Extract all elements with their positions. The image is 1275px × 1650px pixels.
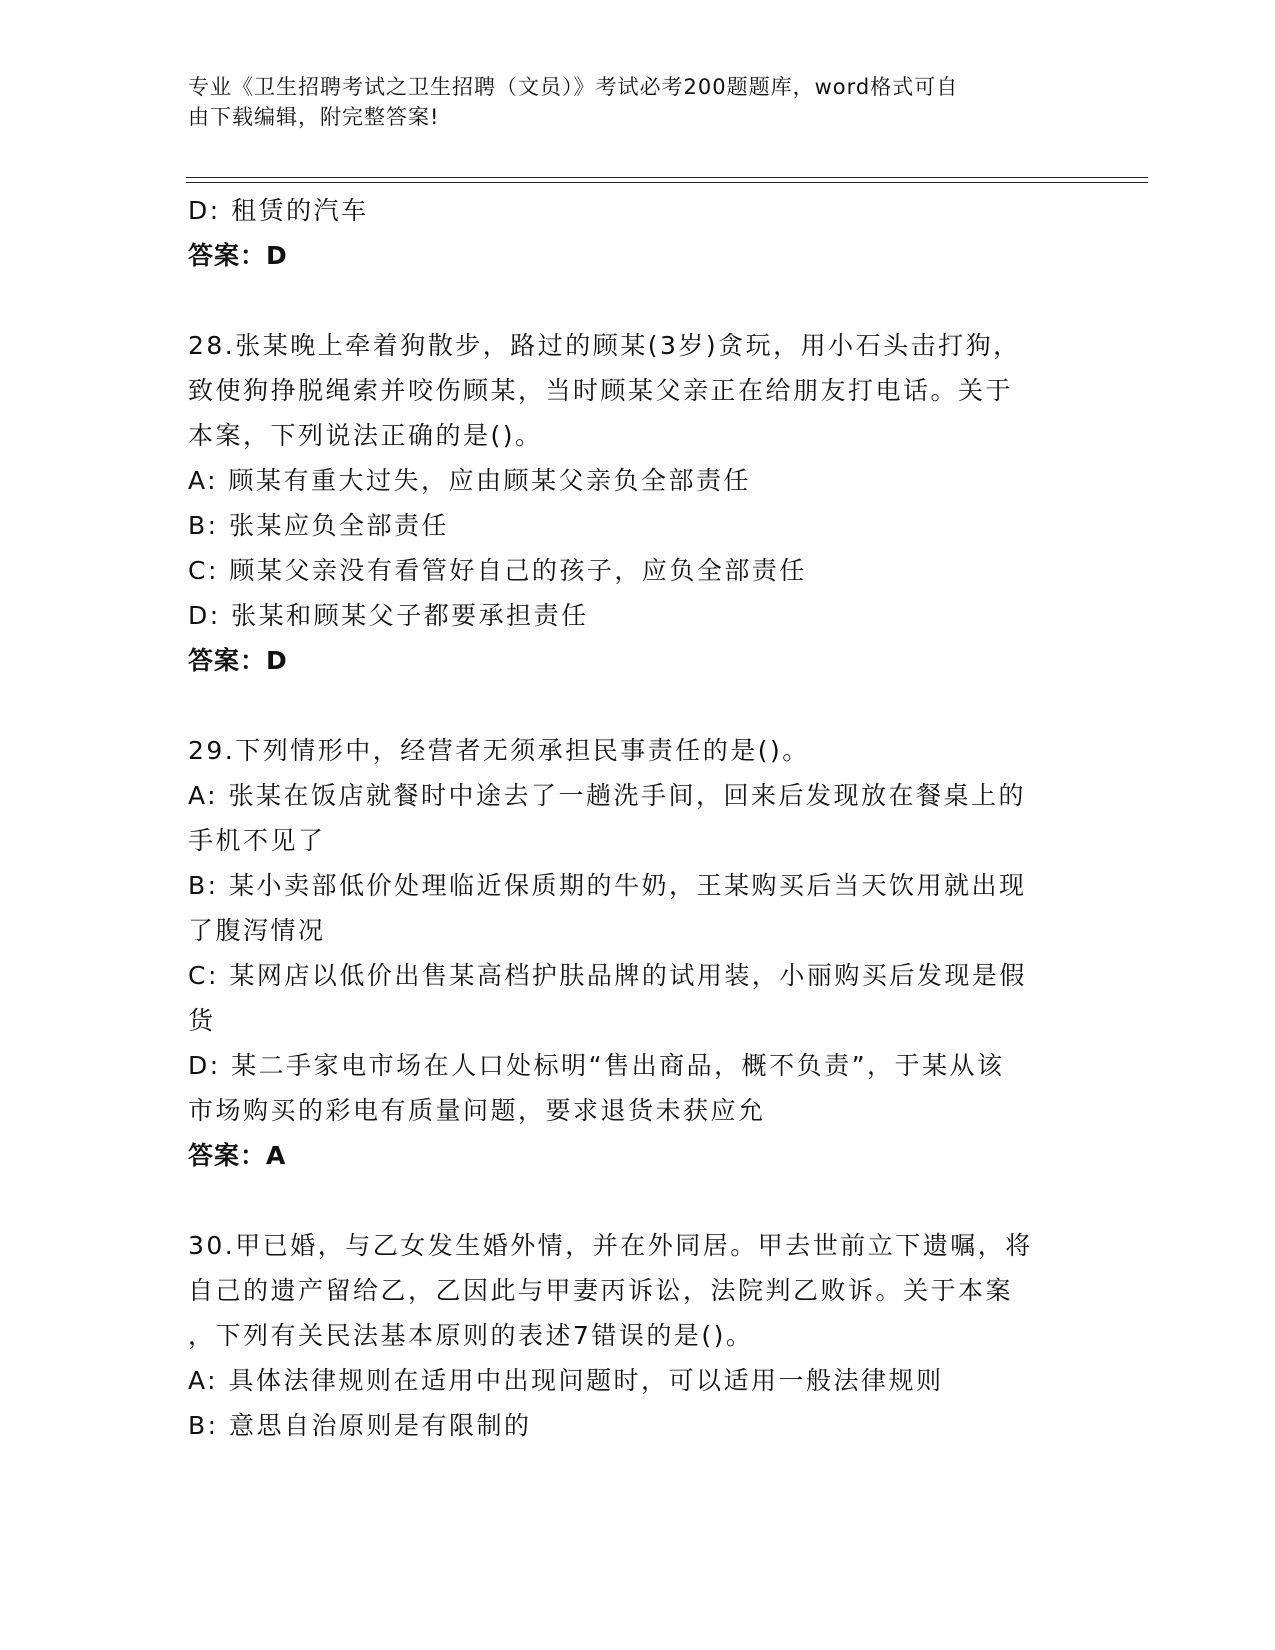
option-c: C: 顾某父亲没有看管好自己的孩子，应负全部责任 xyxy=(188,556,807,585)
option-c: C: 某网店以低价出售某高档护肤品牌的试用装，小丽购买后发现是假 xyxy=(188,961,1027,990)
option-a: A: 顾某有重大过失，应由顾某父亲负全部责任 xyxy=(188,466,752,495)
question-stem-line: 30.甲已婚，与乙女发生婚外情，并在外同居。甲去世前立下遗嘱，将 xyxy=(188,1231,1033,1260)
question-stem-line: ，下列有关民法基本原则的表述7错误的是()。 xyxy=(188,1321,754,1350)
header-divider-top xyxy=(186,177,1148,178)
option-b-continued: 了腹泻情况 xyxy=(188,916,326,945)
option-b: B: 某小卖部低价处理临近保质期的牛奶，王某购买后当天饮用就出现 xyxy=(188,871,1027,900)
answer: 答案：D xyxy=(188,646,288,675)
spacer xyxy=(188,684,1068,728)
header-line-1: 专业《卫生招聘考试之卫生招聘（文员）》考试必考200题题库，word格式可自 xyxy=(188,75,959,99)
question-stem-line: 自己的遗产留给乙，乙因此与甲妻丙诉讼，法院判乙败诉。关于本案 xyxy=(188,1276,1014,1305)
option-b: B: 张某应负全部责任 xyxy=(188,511,450,540)
option-c-continued: 货 xyxy=(188,1006,216,1035)
option-d: D: 租赁的汽车 xyxy=(188,196,369,225)
document-header xyxy=(188,72,1068,132)
option-a-continued: 手机不见了 xyxy=(188,826,326,855)
question-30 xyxy=(188,1223,1068,1448)
question-28 xyxy=(188,323,1068,684)
spacer xyxy=(188,1179,1068,1223)
header-divider-bottom xyxy=(186,182,1148,183)
question-stem-line: 本案，下列说法正确的是()。 xyxy=(188,421,543,450)
document-body xyxy=(188,188,1068,1448)
question-27-tail xyxy=(188,188,1068,279)
question-stem-line: 28.张某晚上牵着狗散步，路过的顾某(3岁)贪玩，用小石头击打狗， xyxy=(188,331,1021,360)
question-stem-line: 29.下列情形中，经营者无须承担民事责任的是()。 xyxy=(188,736,810,765)
answer: 答案：D xyxy=(188,241,288,270)
question-stem-line: 致使狗挣脱绳索并咬伤顾某，当时顾某父亲正在给朋友打电话。关于 xyxy=(188,376,1014,405)
question-29 xyxy=(188,728,1068,1179)
option-d: D: 某二手家电市场在人口处标明“售出商品，概不负责”，于某从该 xyxy=(188,1051,1005,1080)
option-d-continued: 市场购买的彩电有质量问题，要求退货未获应允 xyxy=(188,1096,766,1125)
option-d: D: 张某和顾某父子都要承担责任 xyxy=(188,601,589,630)
option-b: B: 意思自治原则是有限制的 xyxy=(188,1411,532,1440)
spacer xyxy=(188,279,1068,323)
answer: 答案：A xyxy=(188,1141,287,1170)
option-a: A: 具体法律规则在适用中出现问题时，可以适用一般法律规则 xyxy=(188,1366,944,1395)
option-a: A: 张某在饭店就餐时中途去了一趟洗手间，回来后发现放在餐桌上的 xyxy=(188,781,1027,810)
header-line-2: 由下载编辑，附完整答案! xyxy=(188,105,440,129)
